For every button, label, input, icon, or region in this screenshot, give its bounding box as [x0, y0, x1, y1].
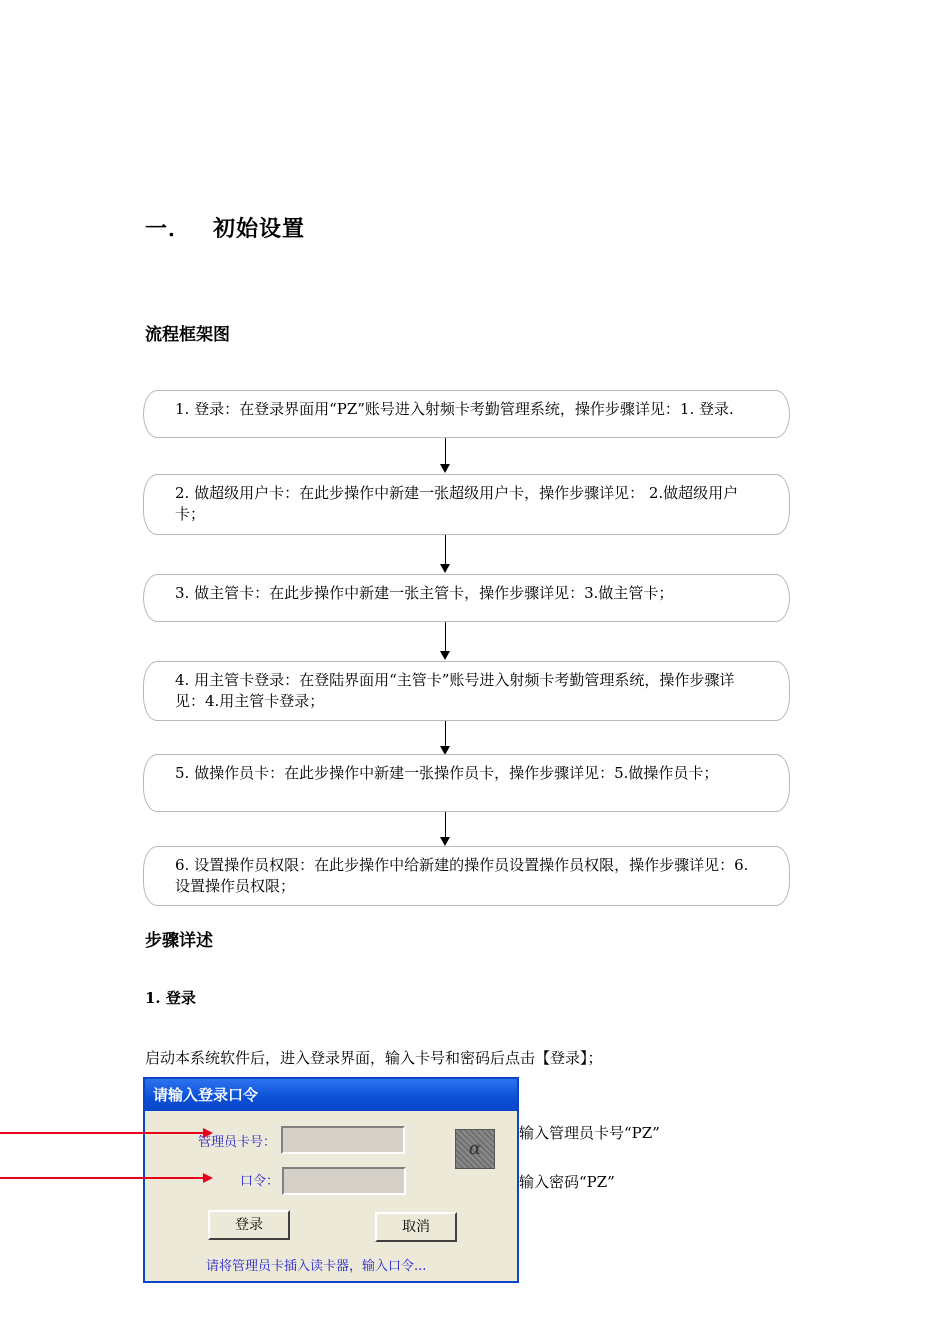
password-note: 输入密码“PZ” [519, 1173, 615, 1191]
flow-connector [445, 438, 446, 464]
cancel-button[interactable]: 取消 [375, 1212, 457, 1242]
flow-connector [445, 622, 446, 651]
section-title: 初始设置 [213, 217, 306, 242]
flow-step-3: 3. 做主管卡：在此步操作中新建一张主管卡，操作步骤详见：3.做主管卡； [143, 574, 790, 622]
password-annotation-arrow [0, 1177, 204, 1179]
arrow-down-icon [440, 564, 450, 573]
arrow-down-icon [440, 651, 450, 660]
dialog-titlebar: 请输入登录口令 [145, 1079, 517, 1111]
flow-step-5: 5. 做操作员卡：在此步操作中新建一张操作员卡，操作步骤详见：5.做操作员卡； [143, 754, 790, 812]
steps-title: 步骤详述 [145, 931, 213, 951]
step1-text: 启动本系统软件后，进入登录界面，输入卡号和密码后点击【登录】； [145, 1049, 603, 1067]
card-note: 输入管理员卡号“PZ” [519, 1124, 660, 1142]
flow-title: 流程框架图 [145, 325, 230, 345]
card-reader-icon: α [455, 1129, 495, 1169]
flow-connector [445, 721, 446, 746]
login-button[interactable]: 登录 [208, 1210, 290, 1240]
arrow-right-icon [203, 1128, 213, 1138]
section-heading [145, 212, 305, 243]
flow-step-4: 4. 用主管卡登录：在登陆界面用“主管卡”账号进入射频卡考勤管理系统，操作步骤详见：4.用主管卡登录； [143, 661, 790, 721]
password-label: 口令： [240, 1174, 280, 1189]
flow-step-6: 6. 设置操作员权限：在此步操作中给新建的操作员设置操作员权限，操作步骤详见：6.设置操作员权限； [143, 846, 790, 906]
dialog-hint: 请将管理员卡插入读卡器，输入口令... [206, 1259, 427, 1274]
arrow-down-icon [440, 464, 450, 473]
card-annotation-arrow [0, 1132, 204, 1134]
password-input[interactable] [282, 1167, 406, 1195]
flow-step-1: 1. 登录：在登录界面用“PZ”账号进入射频卡考勤管理系统，操作步骤详见：1. 登录. [143, 390, 790, 438]
card-number-input[interactable] [281, 1126, 405, 1154]
arrow-down-icon [440, 837, 450, 846]
flow-connector [445, 812, 446, 837]
section-number: 一． [145, 217, 192, 242]
flow-step-2: 2. 做超级用户卡：在此步操作中新建一张超级用户卡，操作步骤详见： 2.做超级用户卡； [143, 474, 790, 535]
flow-connector [445, 535, 446, 564]
card-number-label: 管理员卡号： [198, 1135, 277, 1150]
login-dialog [143, 1077, 519, 1283]
arrow-right-icon [203, 1173, 213, 1183]
step1-title: 1. 登录 [145, 989, 196, 1007]
